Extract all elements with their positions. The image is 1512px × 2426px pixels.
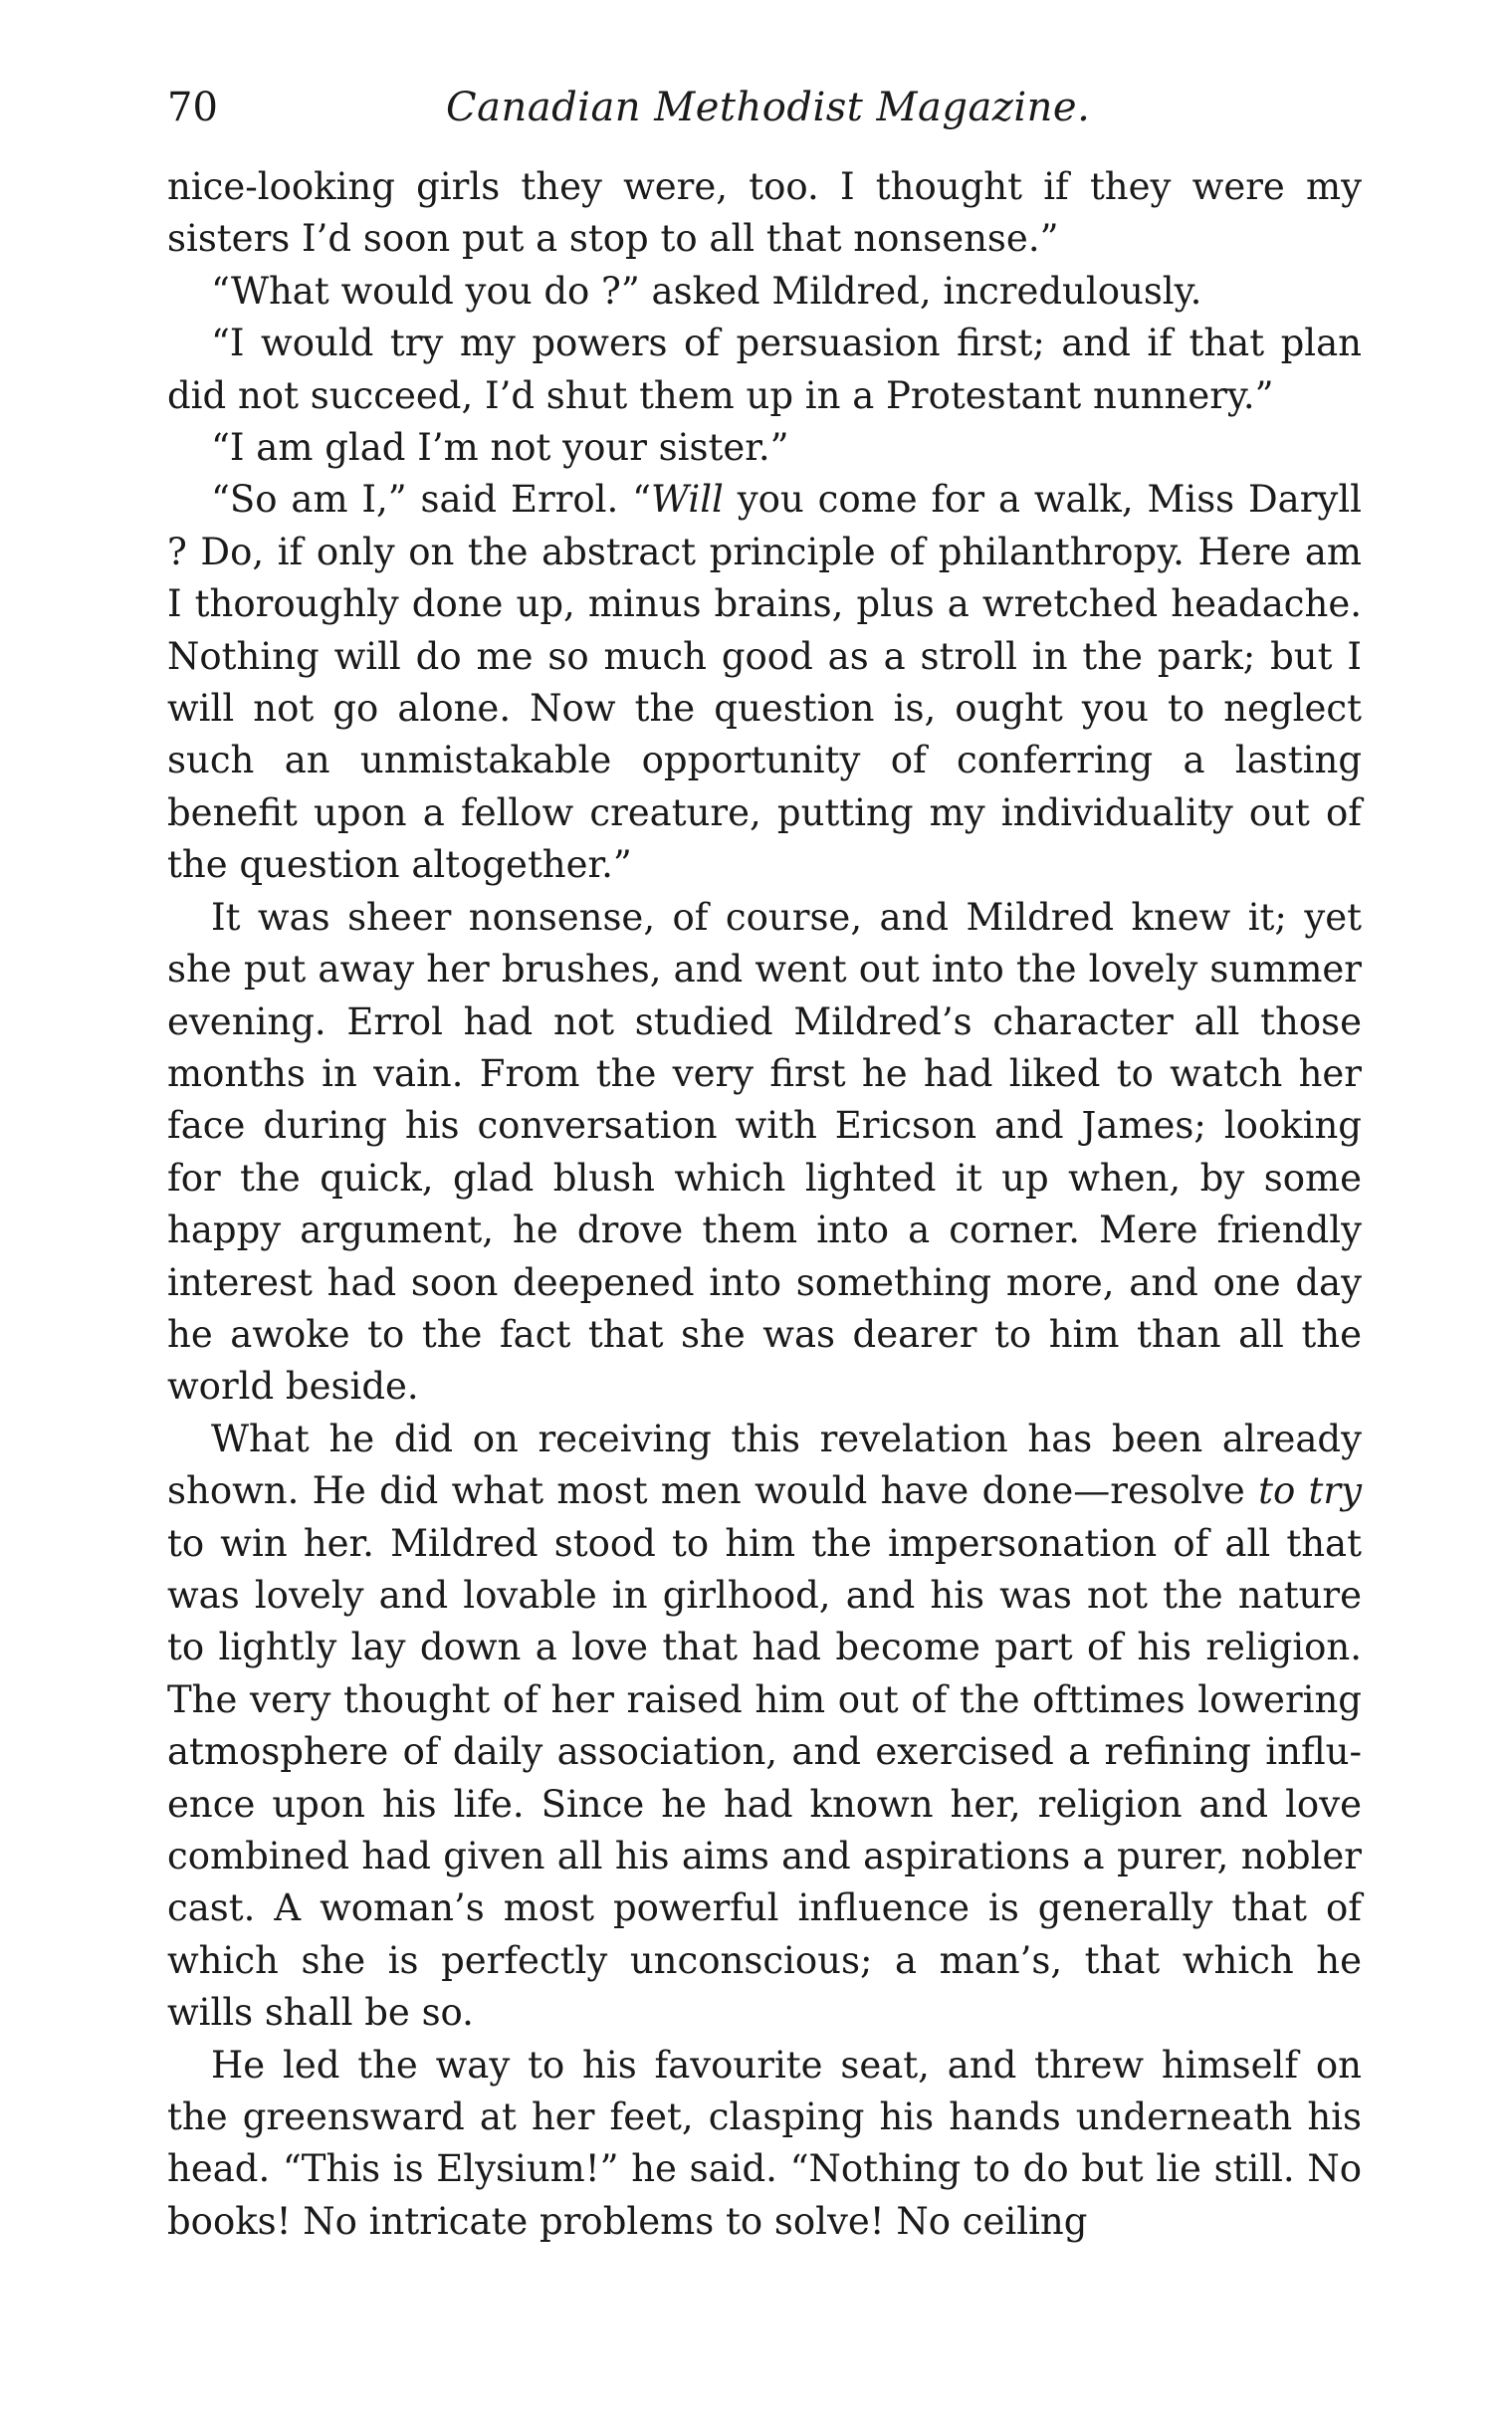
paragraph: “So am I,” said Errol. “Will you come for a walk, Miss Daryll ? Do, if only on the abstract principle of philanthropy. Here am I thoroughly done up, minus brains, plus a wretched headache. Nothing will do me so much good as a stroll in the park; but I will not go alone. Now the question is, ought you to neglect such an unmistakable opportunity of conferring a lasting benefit upon a fellow creature, putting my individuality out of the question altogether.”: [167, 478, 1362, 887]
paragraph: “I would try my powers of persuasion first; and if that plan did not succeed, I’d shut them up in a Protestant nunnery.”: [167, 322, 1362, 417]
paragraph: nice-looking girls they were, too. I thought if they were my sisters I’d soon put a stop to all that nonsense.”: [167, 165, 1362, 261]
body-text: [167, 161, 1362, 2248]
book-page: [167, 72, 1362, 2248]
paragraph: “What would you do ?” asked Mildred, incredulously.: [211, 269, 1202, 313]
paragraph: What he did on receiving this revelation has been already shown. He did what most men would have done—resolve to try to win her. Mildred stood to him the impersonation of all that was lovely and lovable in girlhood, and his was not the nature to lightly lay down a love that had become part of his religion. The very thought of her raised him out of the ofttimes lowering atmosphere of daily association, and exercised a refining influence upon his life. Since he had known her, religion and love combined had given all his aims and aspirations a purer, nobler cast. A woman’s most powerful influence is generally that of which she is perfectly unconscious; a man’s, that which he wills shall be so.: [167, 1417, 1362, 2035]
journal-title: Canadian Methodist Magazine.: [446, 85, 1091, 130]
paragraph: He led the way to his favourite seat, and threw himself on the greensward at her feet, clasping his hands underneath his head. “This is Elysium!” he said. “Nothing to do but lie still. No books! No intricate problems to solve! No ceiling: [167, 2043, 1362, 2243]
paragraph: “I am glad I’m not your sister.”: [211, 426, 789, 470]
running-head: [167, 72, 1362, 143]
paragraph: It was sheer nonsense, of course, and Mildred knew it; yet she put away her brushes, and went out into the lovely summer evening. Errol had not studied Mildred’s character all those months in vain. From the very first he had liked to watch her face during his conversation with Ericson and James; looking for the quick, glad blush which lighted it up when, by some happy argument, he drove them into a corner. Mere friendly interest had soon deepened into something more, and one day he awoke to the fact that she was dearer to him than all the world beside.: [167, 895, 1362, 1409]
page-number: 70: [167, 85, 218, 130]
